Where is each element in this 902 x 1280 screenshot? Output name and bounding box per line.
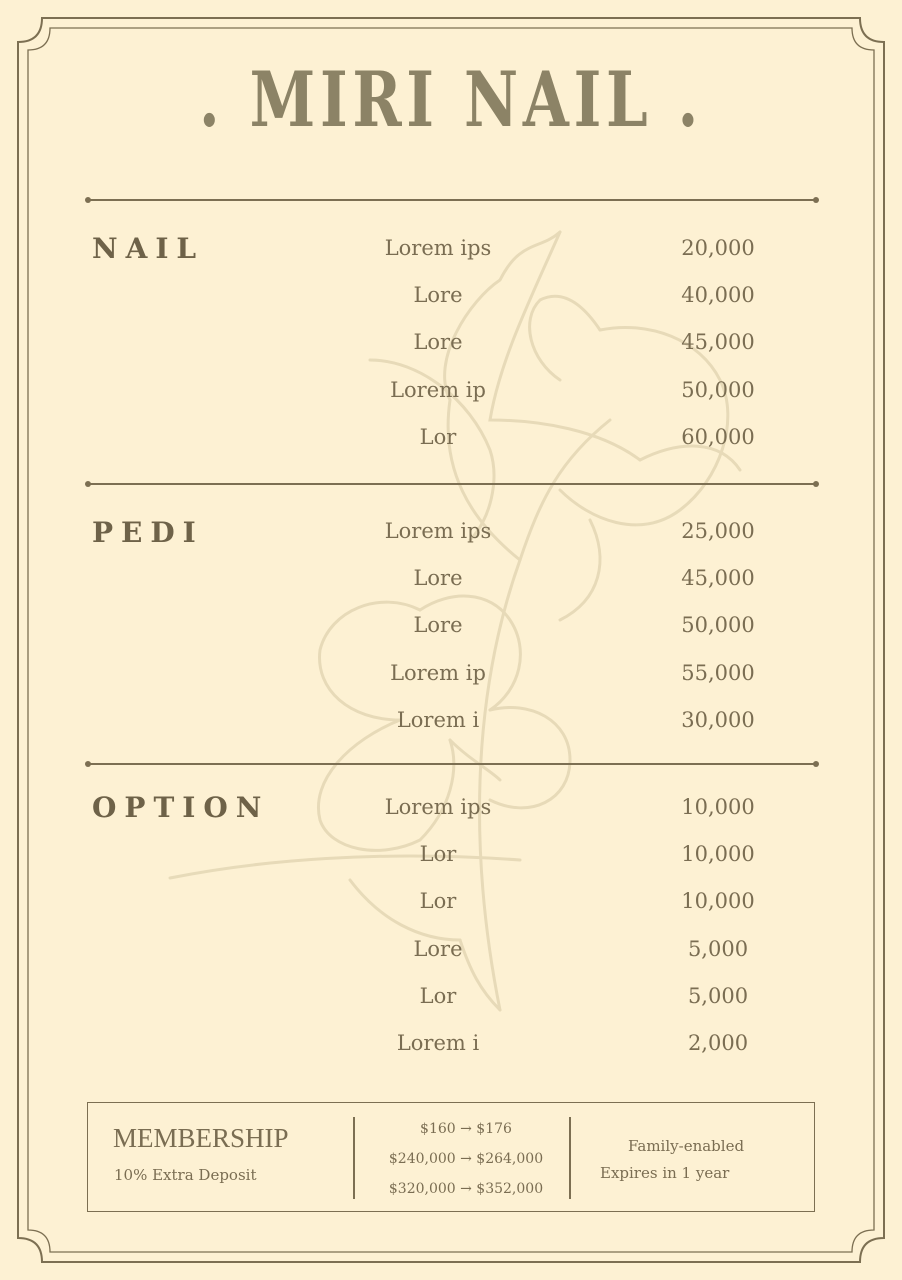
- menu-item: [0, 984, 902, 1031]
- menu-item: [0, 1031, 902, 1078]
- item-name: Lorem ips: [384, 795, 492, 819]
- menu-item: [0, 236, 902, 283]
- item-name: Lore: [413, 613, 463, 638]
- item-price: 2,000: [687, 1030, 749, 1055]
- item-name: Lore: [413, 936, 463, 961]
- item-price: 30,000: [681, 707, 755, 732]
- item-price: 50,000: [681, 613, 755, 638]
- menu-item: [0, 842, 902, 889]
- membership-divider-left: [353, 1117, 355, 1199]
- menu-item: [0, 378, 902, 425]
- membership-divider-right: [569, 1117, 571, 1199]
- divider-top: [88, 199, 816, 201]
- menu-item: [0, 889, 902, 936]
- item-name: Lorem i: [396, 1030, 480, 1055]
- item-name: Lorem i: [396, 707, 480, 732]
- menu-item: [0, 283, 902, 330]
- item-price: 55,000: [681, 660, 755, 685]
- menu-item: [0, 661, 902, 708]
- item-name: Lorem ip: [390, 377, 486, 402]
- item-name: Lorem ip: [390, 660, 486, 685]
- divider-pedi-option: [88, 763, 816, 765]
- section-title-option: OPTION: [92, 791, 270, 824]
- item-price: 40,000: [681, 283, 755, 308]
- item-price: 10,000: [681, 842, 755, 867]
- menu-item: [0, 425, 902, 472]
- membership-subtitle: 10% Extra Deposit: [114, 1166, 257, 1184]
- menu-item: [0, 330, 902, 377]
- membership-tier: $320,000 → $352,000: [388, 1181, 544, 1197]
- item-name: Lor: [419, 842, 457, 867]
- membership-feature: Family-enabled: [628, 1137, 745, 1155]
- option-items: [0, 795, 902, 1078]
- menu-item: [0, 519, 902, 566]
- item-name: Lor: [419, 424, 457, 449]
- item-price: 45,000: [681, 566, 755, 591]
- membership-tier: $240,000 → $264,000: [388, 1151, 544, 1167]
- item-price: 20,000: [681, 236, 755, 260]
- section-title-pedi: PEDI: [92, 516, 204, 549]
- page-title: . MIRI NAIL .: [199, 55, 703, 144]
- membership-title: MEMBERSHIP: [113, 1123, 289, 1153]
- divider-nail-pedi: [88, 483, 816, 485]
- item-price: 10,000: [681, 889, 755, 914]
- menu-item: [0, 613, 902, 660]
- item-name: Lorem ips: [384, 519, 492, 543]
- nail-items: [0, 236, 902, 472]
- item-name: Lore: [413, 330, 463, 355]
- membership-feature: Expires in 1 year: [600, 1164, 730, 1182]
- item-name: Lore: [413, 566, 463, 591]
- item-price: 25,000: [681, 519, 755, 543]
- item-price: 5,000: [687, 936, 749, 961]
- item-price: 5,000: [687, 983, 749, 1008]
- menu-item: [0, 795, 902, 842]
- item-name: Lor: [419, 889, 457, 914]
- item-price: 60,000: [681, 424, 755, 449]
- membership-tier: $160 → $176: [420, 1121, 512, 1137]
- item-price: 45,000: [681, 330, 755, 355]
- section-title-nail: NAIL: [92, 232, 205, 265]
- item-name: Lore: [413, 283, 463, 308]
- pedi-items: [0, 519, 902, 755]
- menu-item: [0, 566, 902, 613]
- item-name: Lor: [419, 983, 457, 1008]
- membership-box: [87, 1102, 815, 1212]
- item-price: 50,000: [681, 377, 755, 402]
- menu-item: [0, 937, 902, 984]
- menu-item: [0, 708, 902, 755]
- item-price: 10,000: [681, 795, 755, 819]
- item-name: Lorem ips: [384, 236, 492, 260]
